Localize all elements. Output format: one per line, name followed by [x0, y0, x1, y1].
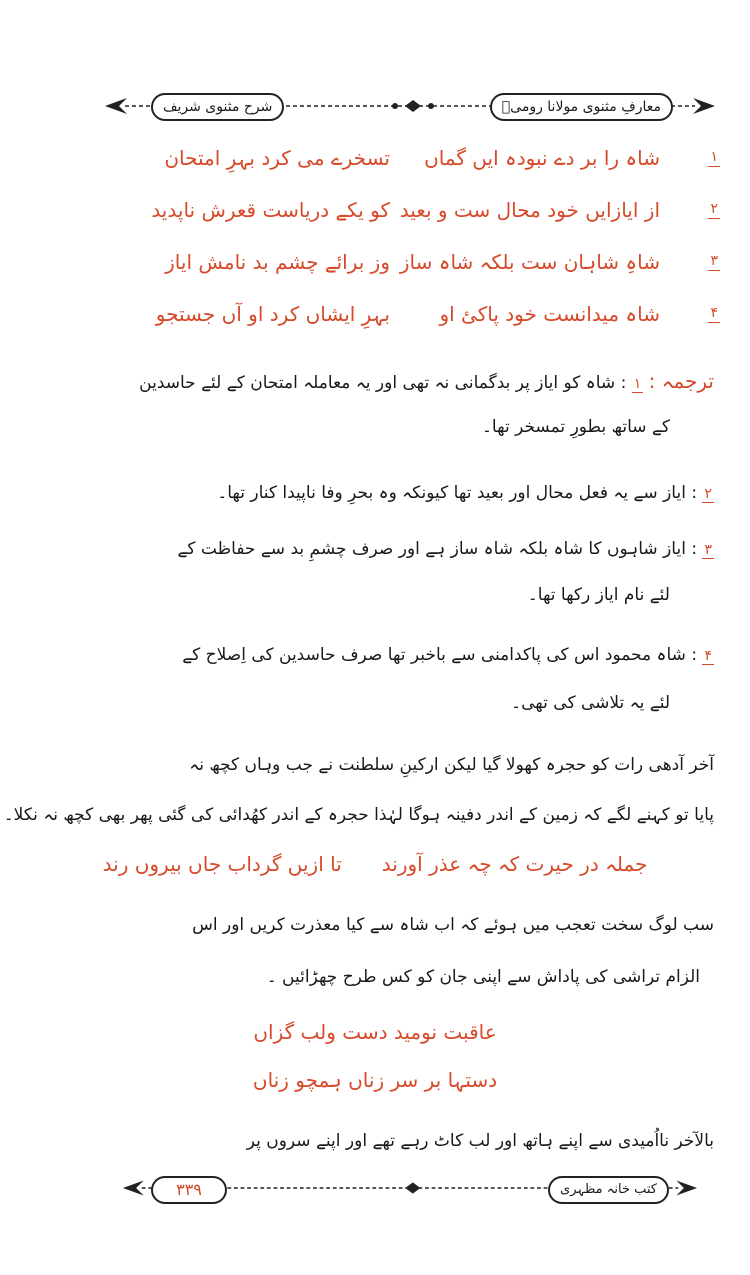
verse-second-hemistich: بہرِ ایشاں کرد او آں جستجو — [155, 302, 390, 326]
narrative-line: سب لوگ سخت تعجب میں ہوئے کہ اب شاہ سے کیا معذرت کریں اور اس — [192, 915, 714, 935]
translation-line: کے ساتھ بطورِ تمسخر تھا۔ — [481, 417, 670, 437]
verse-first-hemistich: از ایازایں خود محال ست و بعید — [399, 198, 660, 222]
verse-row — [120, 140, 720, 186]
verse-line: دستہا بر سر زناں ہمچو زناں — [252, 1068, 498, 1092]
verse-couplet — [0, 852, 750, 876]
verse-first-hemistich: شاہ را بر دے نبودہ ایں گماں — [424, 146, 660, 170]
narrative-line: الزام تراشی کی پاداش سے اپنی جان کو کس طرح چھڑائیں ۔ — [266, 967, 700, 987]
verse-number: ۳ — [710, 253, 718, 269]
verse-number: ۲ — [710, 201, 718, 217]
verse-row — [120, 244, 720, 290]
verse-row — [120, 192, 720, 238]
verse-second-hemistich: کو یکے دریاست قعرش ناپدید — [151, 198, 390, 222]
verse-first-hemistich: جملہ در حیرت کہ چہ عذر آورند — [381, 852, 648, 876]
translation-number: ۲ — [704, 486, 712, 502]
translation-text: : ایاز سے یہ فعل محال اور بعید تھا کیونکہ وہ بحرِ وفا ناپیدا کنار تھا۔ — [217, 483, 698, 503]
translation-line: لئے نام ایاز رکھا تھا۔ — [527, 585, 670, 605]
translation-line — [182, 640, 714, 671]
publisher-name: کتب خانہ مظہری — [548, 1176, 669, 1204]
narrative-line: پایا تو کہنے لگے کہ زمین کے اندر دفینہ ہوگا لہٰذا حجرہ کے اندر کھُدائی کی گئی پھر بھی کچھ نہ نکلا۔ — [3, 805, 714, 825]
header-book-title: معارفِ مثنوی مولانا رومیؒ — [490, 93, 673, 121]
translation-text: : ایاز شاہوں کا شاہ بلکہ شاہ ساز ہے اور صرف چشمِ بد سے حفاظت کے — [177, 539, 698, 559]
translation-line — [139, 366, 714, 399]
translation-number: ۴ — [704, 648, 712, 664]
narrative-line: آخر آدھی رات کو حجرہ کھولا گیا لیکن ارکینِ سلطنت نے جب وہاں کچھ نہ — [189, 755, 714, 775]
verse-row — [120, 296, 720, 342]
verse-second-hemistich: تا ازیں گرداب جاں بیروں رند — [102, 852, 342, 876]
translation-line — [217, 478, 714, 509]
verse-number: ۱ — [710, 149, 718, 165]
page-number: ۳۳۹ — [151, 1176, 227, 1204]
verse-line: عاقبت نومید دست ولب گزاں — [253, 1020, 497, 1044]
verse-second-hemistich: وز برائے چشم بد نامش ایاز — [165, 250, 390, 274]
translation-label: ترجمہ : — [648, 369, 714, 393]
verse-first-hemistich: شاہ میدانست خود پاکئ او — [439, 302, 660, 326]
page-footer — [105, 1172, 715, 1206]
translation-line: لئے یہ تلاشی کی تھی۔ — [511, 693, 670, 713]
verse-second-hemistich: تسخرے می کرد بہرِ امتحان — [164, 146, 390, 170]
translation-number: ۱ — [633, 376, 642, 392]
translation-line — [177, 534, 714, 565]
verse-number: ۴ — [710, 305, 718, 321]
page-header — [105, 90, 715, 122]
translation-number: ۳ — [704, 542, 712, 558]
translation-text: : شاہ محمود اس کی پاکدامنی سے باخبر تھا صرف حاسدین کی اِصلاح کے — [182, 645, 698, 665]
verse-first-hemistich: شاہِ شاہان ست بلکہ شاہ ساز — [399, 250, 660, 274]
narrative-line: بالآخر نااُمیدی سے اپنے ہاتھ اور لب کاٹ رہے تھے اور اپنے سروں پر — [246, 1131, 714, 1151]
header-section-title: شرح مثنوی شریف — [151, 93, 284, 121]
translation-text: : شاہ کو ایاز پر بدگمانی نہ تھی اور یہ معاملہ امتحان کے لئے حاسدین — [139, 373, 627, 393]
